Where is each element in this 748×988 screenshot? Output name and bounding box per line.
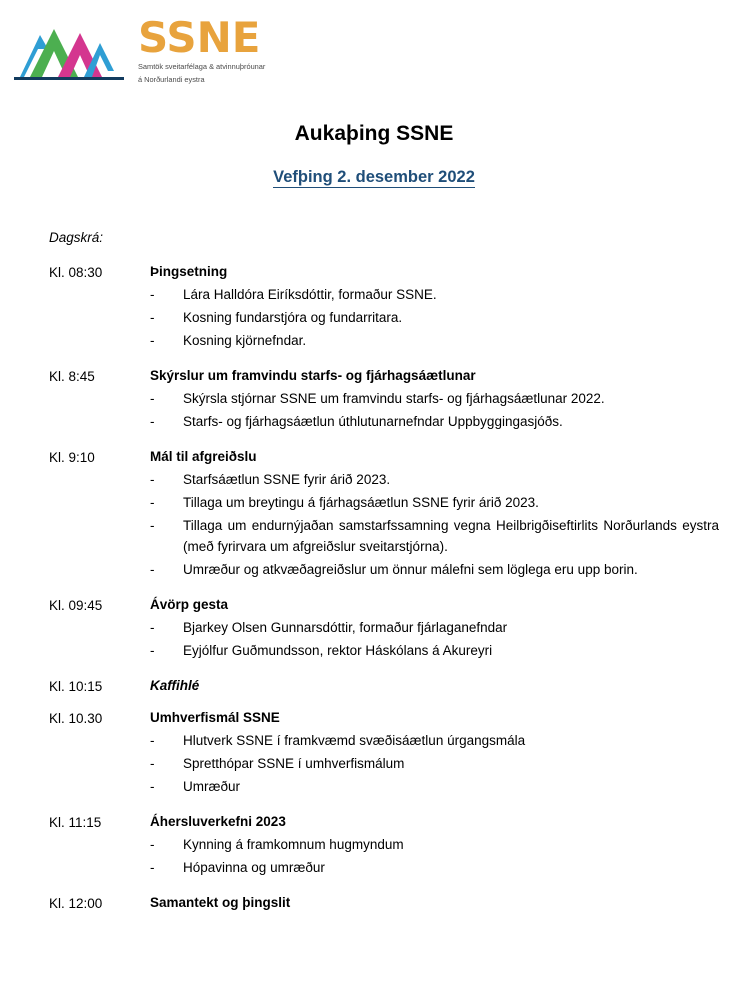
bullet-marker: - xyxy=(150,287,155,302)
agenda-bullet xyxy=(150,308,721,329)
agenda-time: Kl. 08:30 xyxy=(49,265,103,280)
agenda-bullet xyxy=(150,560,721,581)
agenda-bullet xyxy=(150,389,721,410)
agenda-row xyxy=(49,595,721,664)
logo-subtitle-line2: á Norðurlandi eystra xyxy=(138,75,205,84)
agenda-label: Dagskrá: xyxy=(49,230,104,245)
bullet-text: Tillaga um breytingu á fjárhagsáætlun SSNE fyrir árið 2023. xyxy=(183,495,539,510)
bullet-text: Hlutverk SSNE í framkvæmd svæðisáætlun úrgangsmála xyxy=(183,732,526,748)
bullet-text: Bjarkey Olsen Gunnarsdóttir, formaður fjárlaganefndar xyxy=(183,619,508,635)
bullet-text: Umræður xyxy=(183,778,241,794)
agenda-list xyxy=(49,262,721,925)
bullet-marker: - xyxy=(150,495,155,510)
bullet-marker: - xyxy=(150,333,155,348)
bullet-marker: - xyxy=(150,619,155,635)
agenda-entry-heading: Kaffihlé xyxy=(150,677,200,693)
bullet-marker: - xyxy=(150,414,155,429)
bullet-text: Tillaga um endurnýjaðan samstarfssamning vegna Heilbrigðiseftirlits Norðurlands eystra (með fyrirvara um afgreiðslur sveitarstjórna). xyxy=(183,518,719,554)
agenda-time: Kl. 10:15 xyxy=(49,678,103,694)
logo-subtitle-line1: Samtök sveitarfélaga & atvinnuþróunar xyxy=(138,62,266,71)
bullet-marker: - xyxy=(150,561,155,577)
bullet-marker: - xyxy=(150,310,155,325)
bullet-text: Starfs- og fjárhagsáætlun úthlutunarnefndar Uppbyggingasjóðs. xyxy=(183,414,563,429)
agenda-bullet xyxy=(150,470,721,491)
agenda-entry xyxy=(150,812,721,881)
mountain-peaks-icon xyxy=(14,19,132,83)
agenda-time: Kl. 11:15 xyxy=(49,814,102,830)
page-subtitle xyxy=(0,168,748,187)
agenda-bullet xyxy=(150,516,721,557)
agenda-bullet xyxy=(150,858,721,879)
bullet-marker: - xyxy=(150,472,155,487)
agenda-bullet-list xyxy=(150,470,721,580)
agenda-time: Kl. 10.30 xyxy=(49,710,103,726)
bullet-marker: - xyxy=(150,859,155,875)
agenda-row xyxy=(49,708,721,800)
bullet-text: Lára Halldóra Eiríksdóttir, formaður SSNE. xyxy=(183,287,437,302)
agenda-bullet xyxy=(150,731,721,752)
agenda-time: Kl. 9:10 xyxy=(49,450,95,465)
bullet-text: Skýrsla stjórnar SSNE um framvindu starfs- og fjárhagsáætlunar 2022. xyxy=(183,391,605,406)
bullet-text: Starfsáætlun SSNE fyrir árið 2023. xyxy=(183,472,391,487)
agenda-row xyxy=(49,812,721,881)
agenda-row xyxy=(49,262,721,354)
bullet-marker: - xyxy=(150,518,155,533)
page-subtitle-text: Vefþing 2. desember 2022 xyxy=(273,168,475,186)
agenda-row xyxy=(49,447,721,583)
agenda-entry xyxy=(150,262,721,354)
bullet-marker: - xyxy=(150,836,155,852)
agenda-entry-heading: Ávörp gesta xyxy=(150,596,229,612)
bullet-text: Umræður og atkvæðagreiðslur um önnur málefni sem löglega eru upp borin. xyxy=(183,561,638,577)
bullet-text: Kosning fundarstjóra og fundarritara. xyxy=(183,310,403,325)
agenda-entry-heading: Mál til afgreiðslu xyxy=(150,449,257,464)
agenda-bullet xyxy=(150,618,721,639)
bullet-text: Kosning kjörnefndar. xyxy=(183,333,307,348)
agenda-bullet xyxy=(150,754,721,775)
agenda-entry xyxy=(150,595,721,664)
page-title: Aukaþing SSNE xyxy=(294,122,454,145)
agenda-bullet-list xyxy=(150,618,721,662)
agenda-entry xyxy=(150,366,721,435)
bullet-text: Eyjólfur Guðmundsson, rektor Háskólans á Akureyri xyxy=(183,642,493,658)
agenda-entry xyxy=(150,893,721,913)
agenda-bullet-list xyxy=(150,835,721,879)
agenda-time: Kl. 12:00 xyxy=(49,895,103,911)
bullet-marker: - xyxy=(150,391,155,406)
agenda-bullet-list xyxy=(150,389,721,433)
agenda-bullet xyxy=(150,331,721,352)
bullet-text: Hópavinna og umræður xyxy=(183,859,325,875)
ssne-logo xyxy=(14,12,314,90)
bullet-text: Spretthópar SSNE í umhverfismálum xyxy=(183,755,405,771)
agenda-entry-heading: Þingsetning xyxy=(150,264,228,279)
agenda-row xyxy=(49,366,721,435)
bullet-marker: - xyxy=(150,755,155,771)
agenda-row xyxy=(49,676,721,697)
agenda-bullet-list xyxy=(150,731,721,798)
agenda-row xyxy=(49,893,721,914)
agenda-bullet xyxy=(150,777,721,798)
agenda-entry-heading: Umhverfismál SSNE xyxy=(150,709,280,725)
agenda-entry xyxy=(150,676,721,696)
logo-text-block xyxy=(138,13,266,85)
agenda-entry-heading: Áhersluverkefni 2023 xyxy=(150,813,286,829)
agenda-entry-heading: Skýrslur um framvindu starfs- og fjárhagsáætlunar xyxy=(150,368,476,383)
agenda-bullet xyxy=(150,641,721,662)
bullet-marker: - xyxy=(150,778,155,794)
agenda-entry-heading: Samantekt og þingslit xyxy=(150,894,291,910)
agenda-bullet xyxy=(150,493,721,514)
agenda-entry xyxy=(150,708,721,800)
bullet-text: Kynning á framkomnum hugmyndum xyxy=(183,836,404,852)
agenda-time: Kl. 09:45 xyxy=(49,597,103,613)
logo-wordmark: SSNE xyxy=(138,13,261,62)
bullet-marker: - xyxy=(150,642,155,658)
bullet-marker: - xyxy=(150,732,155,748)
agenda-time: Kl. 8:45 xyxy=(49,369,95,384)
agenda-entry xyxy=(150,447,721,583)
agenda-bullet xyxy=(150,412,721,433)
agenda-bullet xyxy=(150,285,721,306)
agenda-bullet-list xyxy=(150,285,721,352)
agenda-bullet xyxy=(150,835,721,856)
